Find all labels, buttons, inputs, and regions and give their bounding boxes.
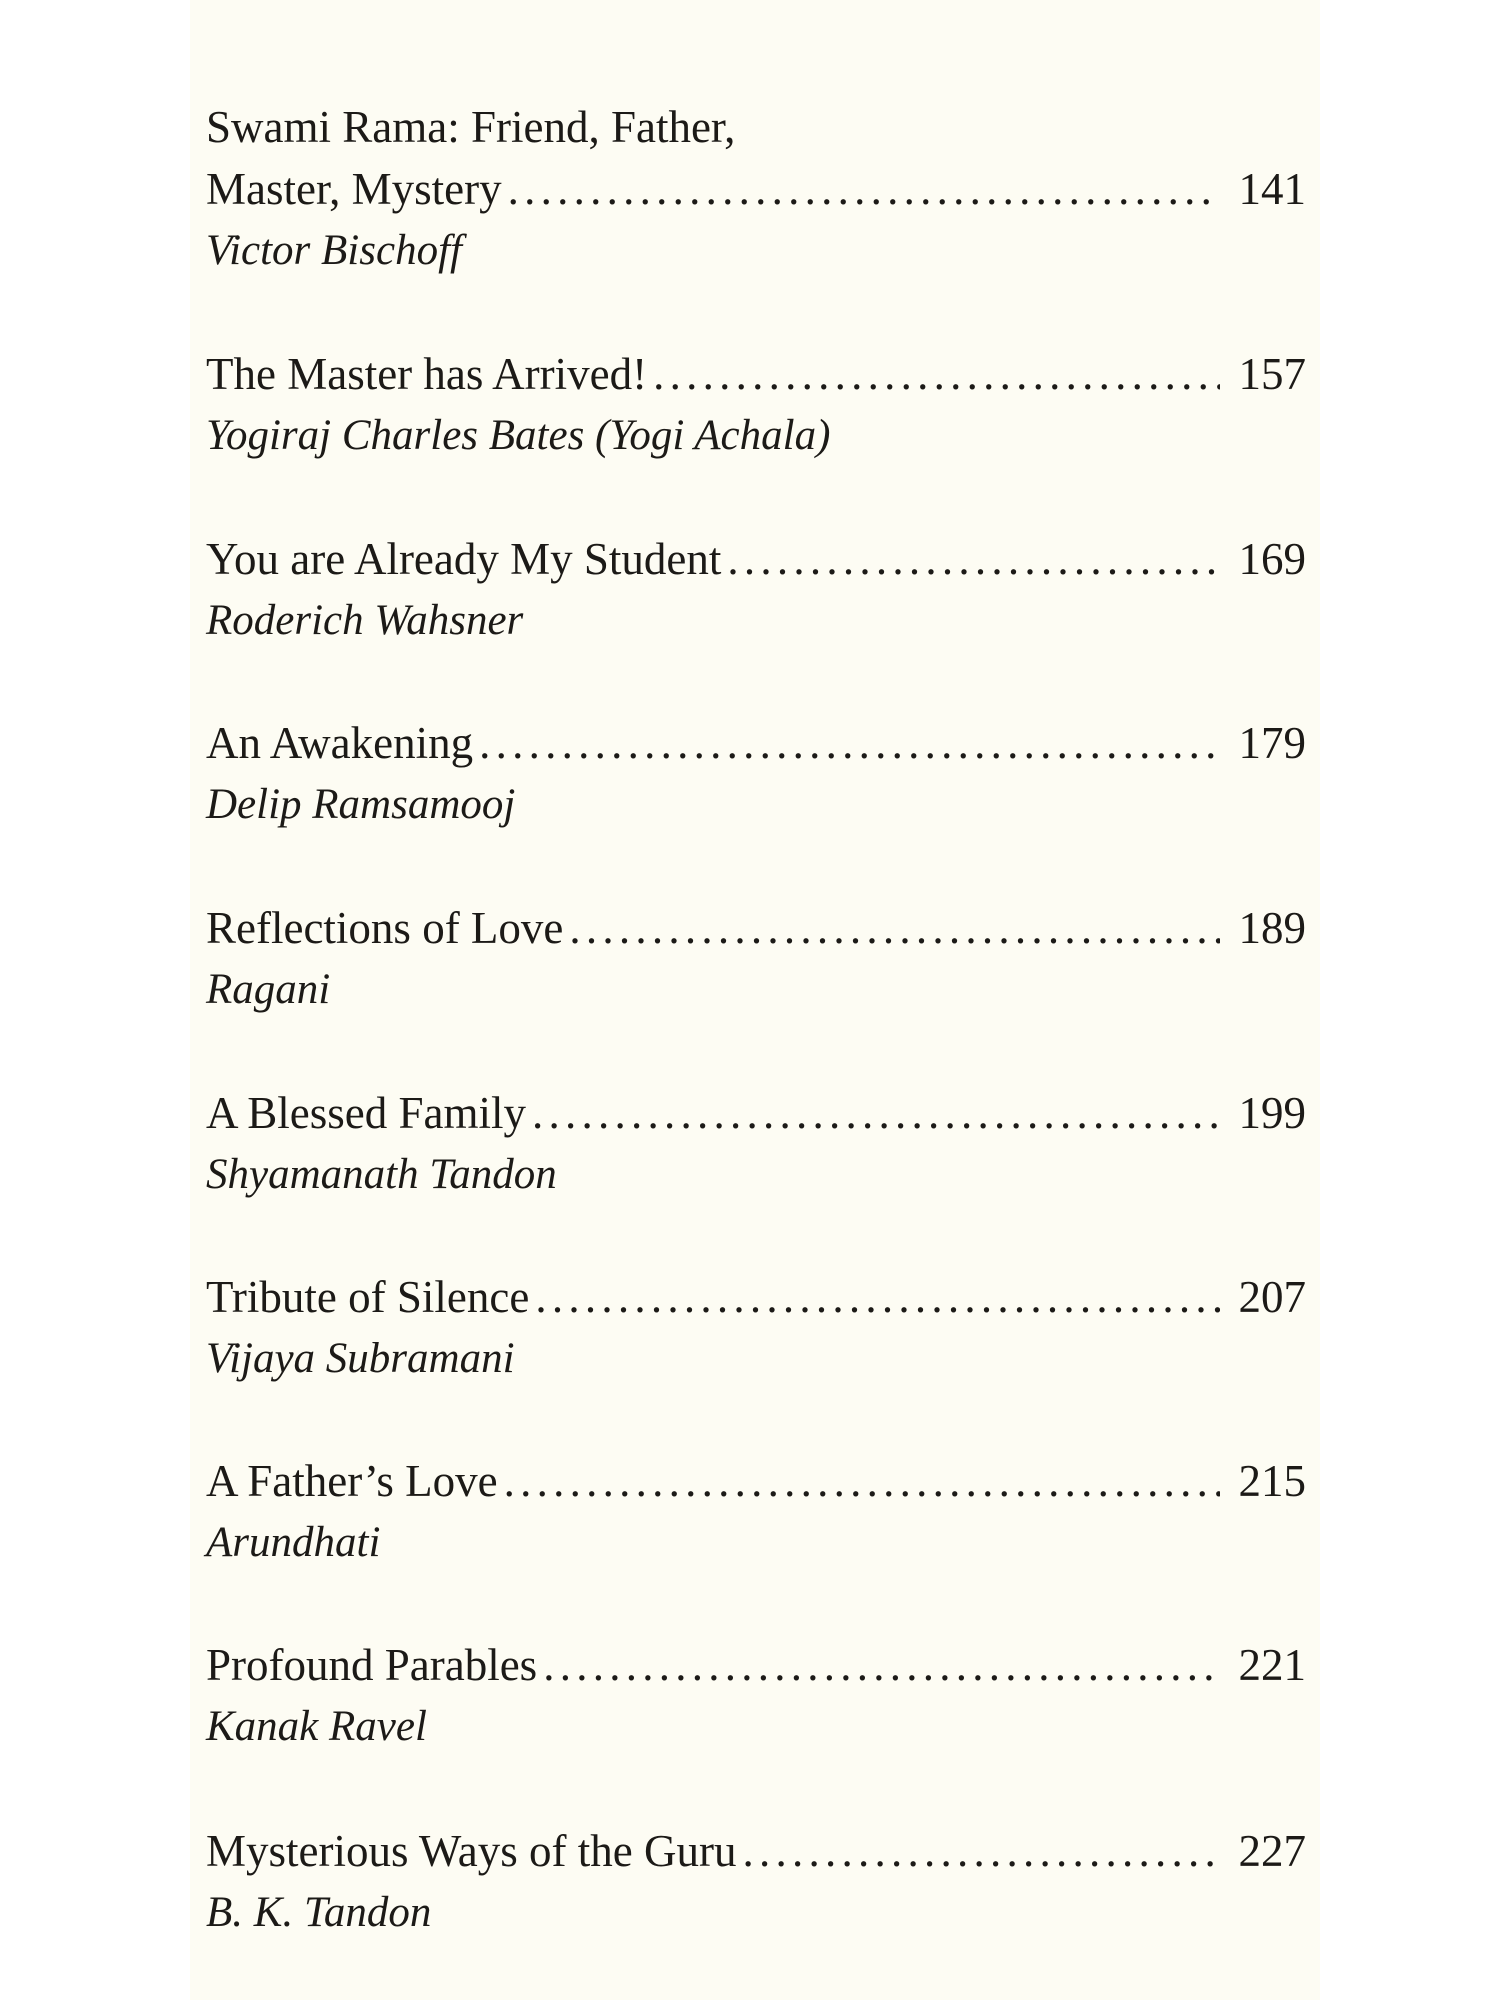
toc-title-line bbox=[206, 1266, 1306, 1328]
dot-leader bbox=[569, 897, 1220, 959]
toc-author: Arundhati bbox=[206, 1519, 381, 1566]
toc-title: Swami Rama: Friend, Father, bbox=[206, 102, 736, 152]
toc-entry bbox=[206, 1820, 1306, 1944]
toc-entry bbox=[206, 96, 1306, 282]
toc-page-number: 189 bbox=[1238, 903, 1306, 953]
toc-title-line bbox=[206, 343, 1306, 405]
toc-title-line bbox=[206, 897, 1306, 959]
toc-title: You are Already My Student bbox=[206, 534, 722, 584]
toc-entry bbox=[206, 343, 1306, 467]
toc-page-number: 179 bbox=[1238, 718, 1306, 768]
toc-title-line bbox=[206, 96, 1306, 158]
toc-page-number: 207 bbox=[1238, 1272, 1306, 1322]
toc-entry bbox=[206, 1266, 1306, 1390]
toc-title: Master, Mystery bbox=[206, 164, 502, 214]
toc-page-number: 169 bbox=[1238, 534, 1306, 584]
dot-leader bbox=[508, 158, 1220, 220]
toc-author: B. K. Tandon bbox=[206, 1889, 432, 1936]
toc-author: Roderich Wahsner bbox=[206, 597, 524, 644]
dot-leader bbox=[543, 1634, 1220, 1696]
toc-title: Tribute of Silence bbox=[206, 1272, 530, 1322]
toc-author: Vijaya Subramani bbox=[206, 1335, 515, 1382]
toc-title-line bbox=[206, 712, 1306, 774]
toc-page-number: 141 bbox=[1238, 164, 1306, 214]
toc-title-line bbox=[206, 1082, 1306, 1144]
dot-leader bbox=[532, 1082, 1220, 1144]
toc-author: Kanak Ravel bbox=[206, 1703, 427, 1750]
toc-title-line bbox=[206, 1820, 1306, 1882]
toc-entry bbox=[206, 1634, 1306, 1758]
toc-title-line bbox=[206, 158, 1306, 220]
toc-page-number: 199 bbox=[1238, 1088, 1306, 1138]
toc-title-line bbox=[206, 1634, 1306, 1696]
toc-author: Shyamanath Tandon bbox=[206, 1151, 557, 1198]
toc-title: Mysterious Ways of the Guru bbox=[206, 1826, 737, 1876]
toc-page-number: 215 bbox=[1238, 1456, 1306, 1506]
dot-leader bbox=[535, 1266, 1220, 1328]
toc-title: Reflections of Love bbox=[206, 903, 564, 953]
dot-leader bbox=[479, 712, 1220, 774]
toc-title: A Father’s Love bbox=[206, 1456, 498, 1506]
toc-entry bbox=[206, 528, 1306, 652]
toc-entry bbox=[206, 1082, 1306, 1206]
dot-leader bbox=[743, 1820, 1221, 1882]
dot-leader bbox=[504, 1450, 1220, 1512]
toc-title: An Awakening bbox=[206, 718, 474, 768]
toc-author: Delip Ramsamooj bbox=[206, 781, 516, 828]
toc-title-line bbox=[206, 1450, 1306, 1512]
dot-leader bbox=[727, 528, 1220, 590]
toc-page-number: 227 bbox=[1238, 1826, 1306, 1876]
dot-leader bbox=[653, 343, 1220, 405]
toc-page-number: 157 bbox=[1238, 349, 1306, 399]
toc-entry bbox=[206, 897, 1306, 1021]
toc-author: Victor Bischoff bbox=[206, 227, 462, 274]
toc-author: Ragani bbox=[206, 966, 331, 1013]
toc-title: A Blessed Family bbox=[206, 1088, 527, 1138]
toc-title-line bbox=[206, 528, 1306, 590]
toc-title: Profound Parables bbox=[206, 1640, 538, 1690]
toc-page-number: 221 bbox=[1238, 1640, 1306, 1690]
toc-entry bbox=[206, 712, 1306, 836]
toc-author: Yogiraj Charles Bates (Yogi Achala) bbox=[206, 412, 831, 459]
toc-entry bbox=[206, 1450, 1306, 1574]
toc-title: The Master has Arrived! bbox=[206, 349, 648, 399]
